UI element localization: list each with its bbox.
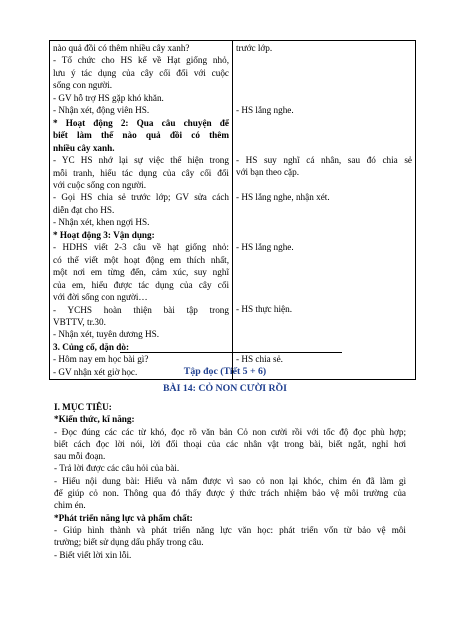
teacher-line: sống con người. xyxy=(53,80,113,91)
teacher-line: nhiều cây xanh. xyxy=(53,142,115,153)
teacher-line: một nơi em từng đến, cảm xúc, suy nghĩ xyxy=(53,267,229,278)
teacher-line: với đời sống con người… xyxy=(53,292,148,303)
teacher-line: nào quả đồi có thêm nhiều cây xanh? xyxy=(53,43,190,53)
student-line: - HS lắng nghe. xyxy=(236,242,294,253)
teacher-line: với cuộc sống con người. xyxy=(53,179,147,190)
student-line: - HS lắng nghe, nhận xét. xyxy=(236,192,330,203)
teacher-line: có thể viết một hoạt động em thích nhất, xyxy=(53,254,229,265)
student-line xyxy=(236,266,412,278)
section-divider xyxy=(120,352,342,353)
competence-line: - Giúp hình thành và phát triển năng lực văn học: phát triển vốn từ bảo vệ môi xyxy=(54,524,406,535)
student-line xyxy=(236,254,412,266)
teacher-line: biết làm thế nào quả đồi có thêm xyxy=(53,130,229,141)
teacher-activities-cell xyxy=(50,41,233,380)
teacher-line: - YCHS hoàn thiện bài tập trong xyxy=(53,304,229,315)
student-line: với bạn theo cặp. xyxy=(236,167,300,178)
student-line xyxy=(236,291,412,303)
teacher-line: VBTTV, tr.30. xyxy=(53,316,106,327)
knowledge-heading: *Kiến thức, kĩ năng: xyxy=(54,414,135,425)
objectives-section xyxy=(54,401,406,561)
teacher-line: lưu ý tác dụng của cây cối đối với cuộc xyxy=(53,67,229,78)
competence-line: trường; biết sử dụng dấu phẩy trong câu. xyxy=(54,537,204,548)
student-line xyxy=(236,79,412,91)
lesson-plan-table xyxy=(49,40,416,380)
teacher-line: - YC HS nhớ lại sự việc thể hiện trong xyxy=(53,155,229,166)
competence-heading: *Phát triển năng lực và phẩm chất: xyxy=(54,512,193,523)
student-activities-cell xyxy=(233,41,416,380)
teacher-line: - Nhận xét, động viên HS. xyxy=(53,105,150,116)
teacher-line: * Hoạt động 3: Vận dụng: xyxy=(53,229,155,240)
teacher-line: 3. Củng cố, dặn dò: xyxy=(53,341,130,352)
knowledge-line: sau mỗi đoạn. xyxy=(54,451,106,462)
teacher-line: - GV hỗ trợ HS gặp khó khăn. xyxy=(53,92,164,103)
teacher-line: của em, hiểu được tác dụng của cây cối xyxy=(53,279,229,290)
objectives-heading: I. MỤC TIÊU: xyxy=(54,402,112,412)
knowledge-line: - Hiểu nội dung bài: Hiểu và nắm được vì sao cỏ non lại khóc, chim én đã làm gì xyxy=(54,475,406,486)
lesson-title: BÀI 14: CỎ NON CƯỜI RỒI xyxy=(162,383,287,394)
teacher-line: diễn đạt cho HS. xyxy=(53,204,115,215)
competence-list xyxy=(54,524,406,561)
student-line xyxy=(236,129,412,141)
student-line: - HS chia sẻ. xyxy=(236,354,283,365)
student-line xyxy=(236,54,412,66)
knowledge-line: - Trả lời được các câu hỏi của bài. xyxy=(54,463,180,474)
student-line xyxy=(236,328,412,340)
teacher-line: - HDHS viết 2-3 câu về hạt giống nhỏ: xyxy=(53,242,229,253)
teacher-line: - Tổ chức cho HS kể về Hạt giống nhỏ, xyxy=(53,55,229,66)
student-line xyxy=(236,92,412,104)
teacher-line: - Gọi HS chia sẻ trước lớp; GV sửa cách xyxy=(53,192,229,203)
knowledge-line: biết cách đọc lời nói, lời đối thoại của các nhân vật trong bài, biết ngắt, nghỉ hơi xyxy=(54,438,406,449)
student-line: - HS lắng nghe. xyxy=(236,105,294,116)
teacher-line: - Nhận xét, tuyên dương HS. xyxy=(53,329,160,340)
teacher-line: mỗi tranh, hiểu tác dụng của cây cối đối xyxy=(53,167,229,178)
student-line xyxy=(236,278,412,290)
table-row xyxy=(50,41,416,380)
teacher-line: - Hôm nay em học bài gì? xyxy=(53,354,149,365)
student-line xyxy=(236,117,412,129)
student-line: - HS suy nghĩ cá nhân, sau đó chia sẻ xyxy=(236,154,412,165)
teacher-line: - Nhận xét, khen ngợi HS. xyxy=(53,217,150,228)
knowledge-line: - Đọc đúng các các từ khó, đọc rõ văn bản Cỏ non cười rồi với tốc độ đọc phù hợp; xyxy=(54,426,406,437)
knowledge-line: để giúp cỏ non. Thông qua đó thấy được ý thức trách nhiệm bảo vệ môi trường của xyxy=(54,488,406,499)
student-line xyxy=(236,142,412,154)
student-line xyxy=(236,229,412,241)
student-line xyxy=(236,316,412,328)
teacher-line: * Hoạt động 2: Qua câu chuyện để xyxy=(53,117,229,128)
student-line xyxy=(236,216,412,228)
lesson-subtitle: Tập đọc (Tiết 5 + 6) xyxy=(183,366,267,377)
student-line: trước lớp. xyxy=(236,43,273,53)
student-line xyxy=(236,179,412,191)
student-line xyxy=(236,204,412,216)
knowledge-line: chim én. xyxy=(54,500,86,511)
teacher-line: - GV nhận xét giờ học. xyxy=(53,366,138,377)
competence-line: - Biết viết lời xin lỗi. xyxy=(54,549,132,560)
knowledge-list xyxy=(54,426,406,512)
student-line: - HS thực hiện. xyxy=(236,304,293,315)
student-line xyxy=(236,67,412,79)
